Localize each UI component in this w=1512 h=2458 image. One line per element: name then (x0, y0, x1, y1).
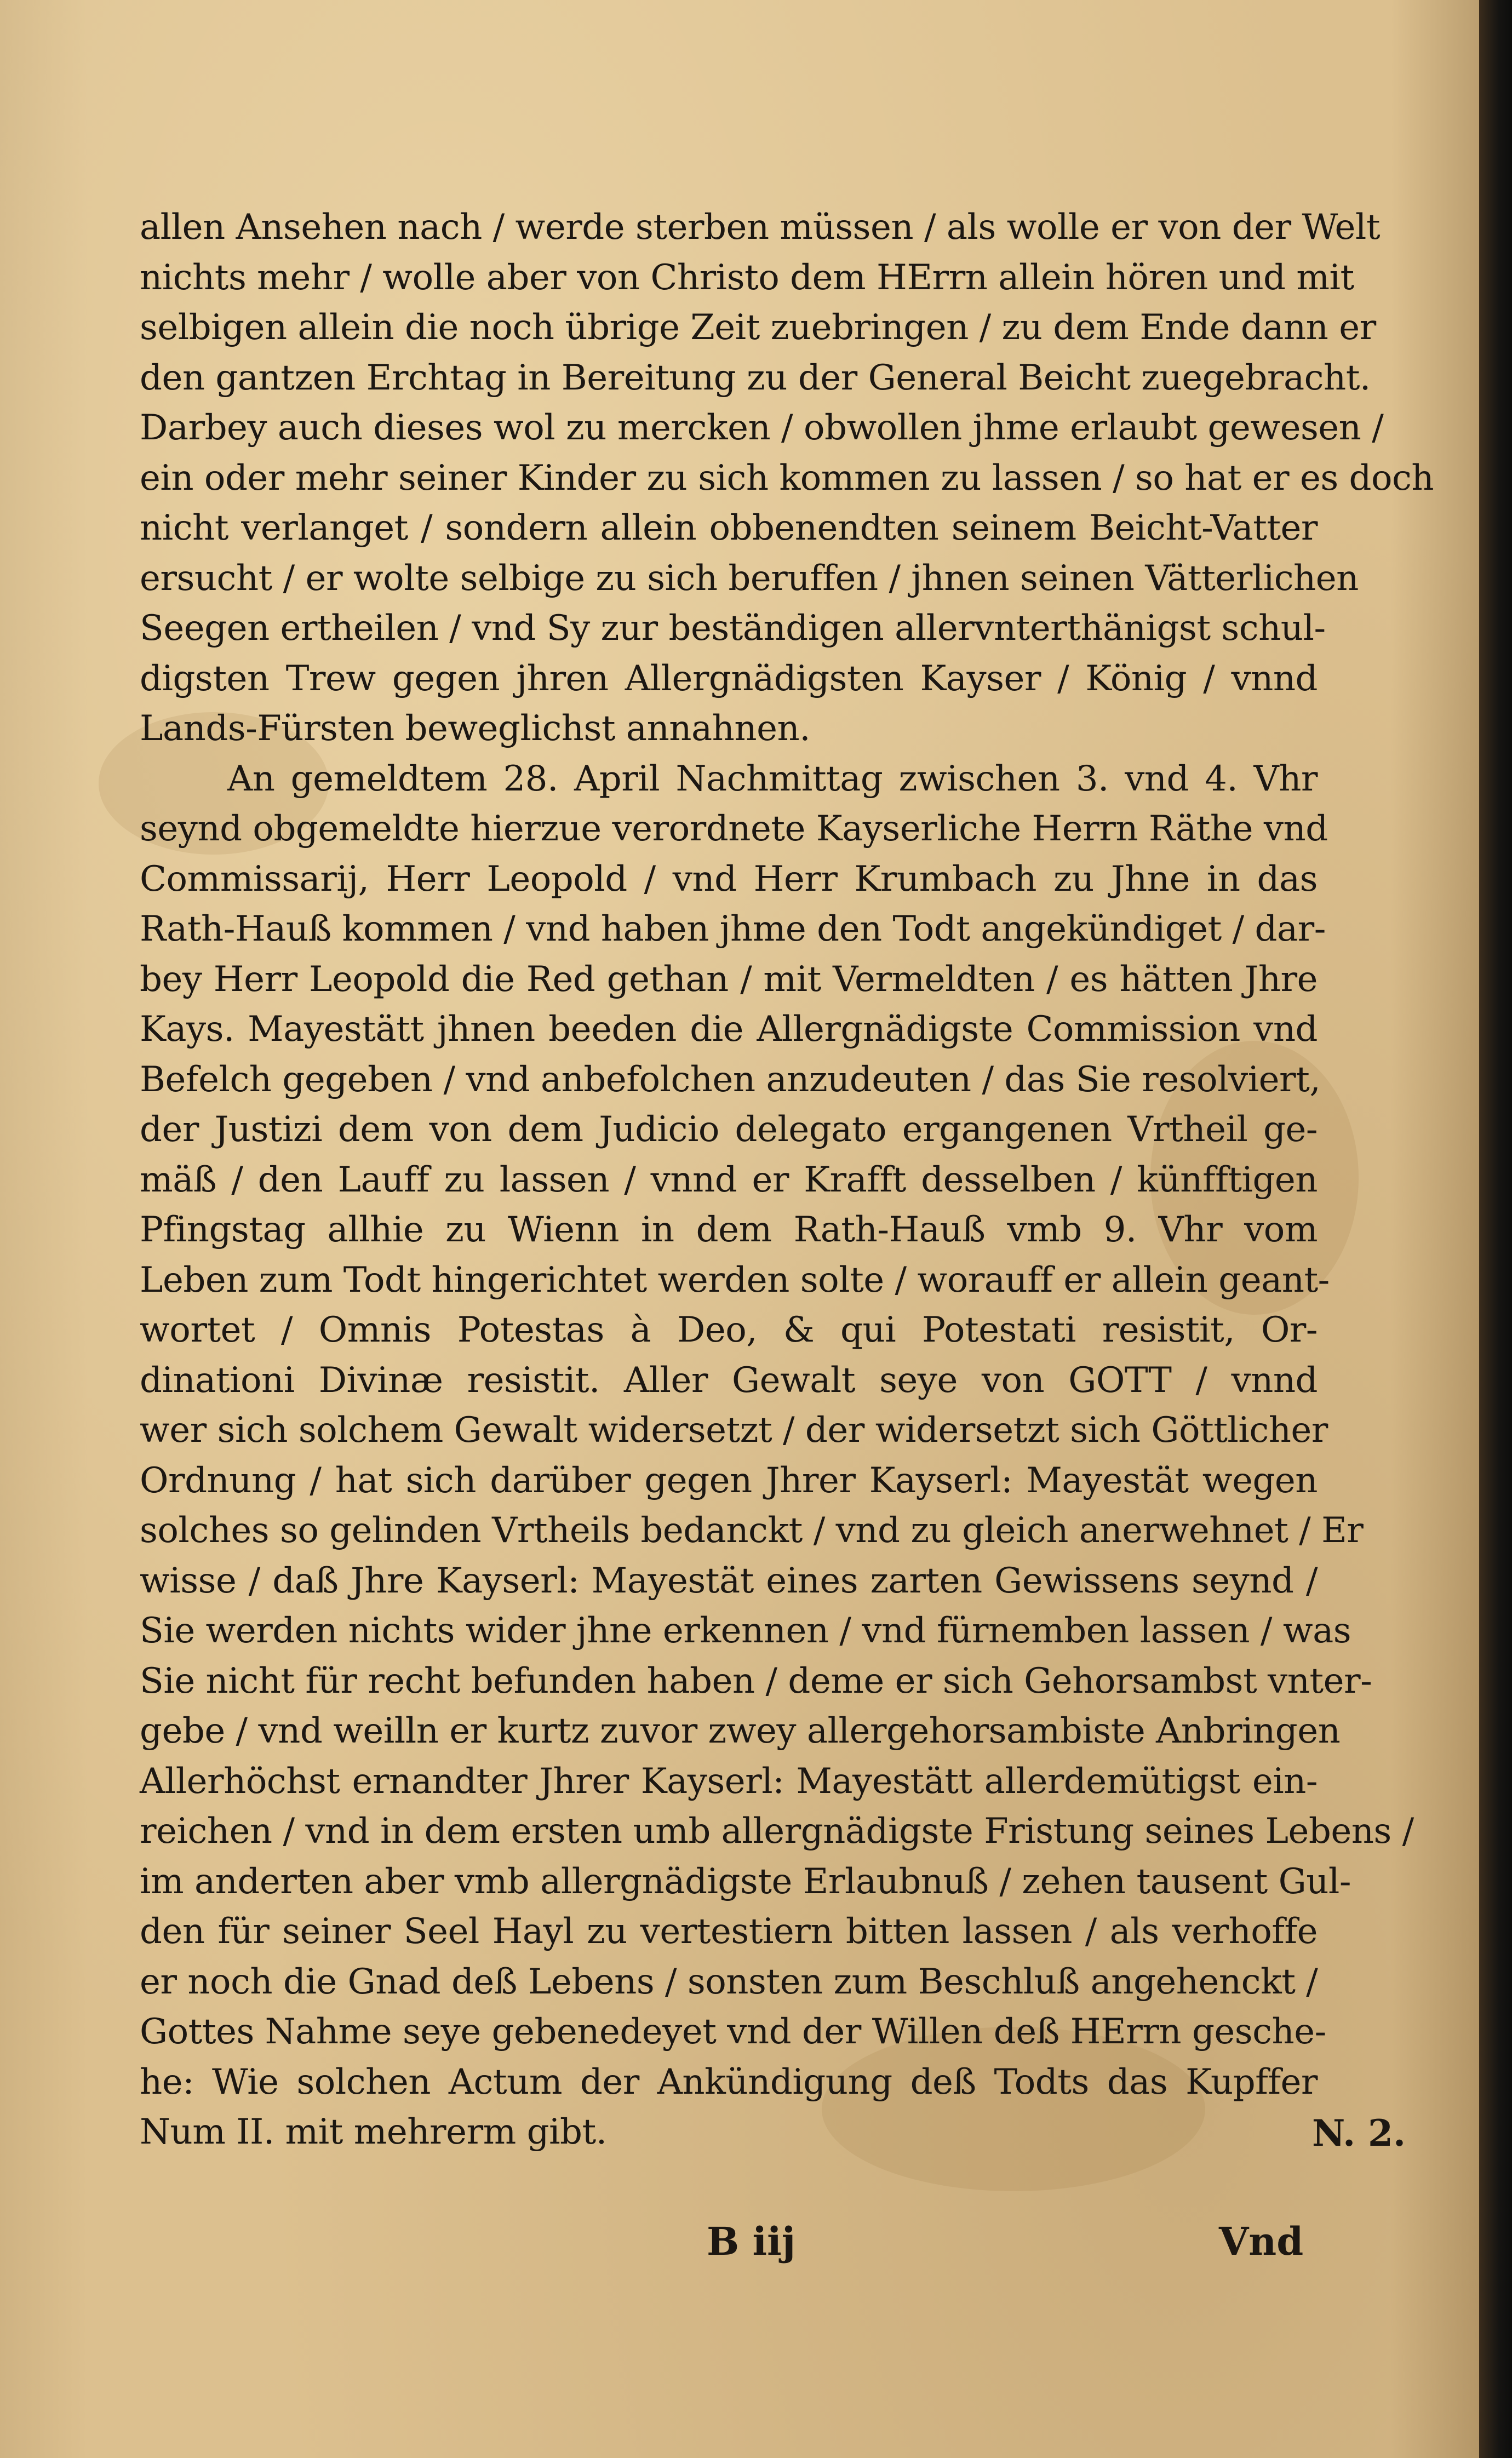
next-page-word: Vnd (1219, 2219, 1304, 2264)
catchword: N. 2. (1312, 2112, 1406, 2155)
text-line: Gottes Nahme seye gebenedeyet vnd der Willen deß HErrn gesche- (140, 2012, 1326, 2052)
text-line: ein oder mehr seiner Kinder zu sich kommen zu lassen / so hat er es doch (140, 457, 1434, 499)
text-line: solches so gelinden Vrtheils bedanckt / vnd zu gleich anerwehnet / Er (140, 1510, 1364, 1551)
text-line: Pfingstag allhie zu Wienn in dem Rath-Hauß vmb 9. Vhr vom (140, 1210, 1318, 1250)
text-line: wer sich solchem Gewalt widersetzt / der widersetzt sich Göttlicher (140, 1410, 1328, 1451)
signature-mark: B iij (707, 2219, 796, 2264)
text-line: er noch die Gnad deß Lebens / sonsten zum Beschluß angehenckt / (140, 1961, 1318, 2002)
text-line: Sie werden nichts wider jhne erkennen / vnd fürnemben lassen / was (140, 1611, 1351, 1651)
page-edge-shadow (1479, 0, 1512, 2458)
text-line: seynd obgemeldte hierzue verordnete Kayserliche Herrn Räthe vnd (140, 809, 1328, 849)
text-line: Lands-Fürsten beweglichst annahnen. (140, 708, 811, 749)
text-line: allen Ansehen nach / werde sterben müssen / als wolle er von der Welt (140, 207, 1381, 248)
text-line: im anderten aber vmb allergnädigste Erlaubnuß / zehen tausent Gul- (140, 1861, 1351, 1902)
text-line: den für seiner Seel Hayl zu vertestiern bitten lassen / als verhoffe (140, 1911, 1318, 1952)
text-line: Commissarij, Herr Leopold / vnd Herr Krumbach zu Jhne in das (140, 858, 1318, 899)
text-line: Leben zum Todt hingerichtet werden solte / worauff er allein geant- (140, 1259, 1330, 1300)
text-line: nichts mehr / wolle aber von Christo dem HErrn allein hören und mit (140, 257, 1354, 298)
text-line: An gemeldtem 28. April Nachmittag zwischen 3. vnd 4. Vhr (227, 758, 1318, 799)
text-line: den gantzen Erchtag in Bereitung zu der General Beicht zuegebracht. (140, 357, 1371, 398)
text-line: Sie nicht für recht befunden haben / deme er sich Gehorsambst vnter- (140, 1660, 1372, 1701)
text-line: bey Herr Leopold die Red gethan / mit Vermeldten / es hätten Jhre (140, 959, 1318, 1000)
text-line: nicht verlanget / sondern allein obbenendten seinem Beicht-Vatter (140, 508, 1318, 548)
text-line: he: Wie solchen Actum der Ankündigung deß Todts das Kupffer (140, 2061, 1318, 2102)
text-line: Kays. Mayestätt jhnen beeden die Allergnädigste Commission vnd (140, 1009, 1318, 1050)
text-line: wortet / Omnis Potestas à Deo, & qui Potestati resistit, Or- (140, 1310, 1318, 1350)
text-line: wisse / daß Jhre Kayserl: Mayestät eines zarten Gewissens seynd / (140, 1560, 1318, 1601)
text-line: Rath-Hauß kommen / vnd haben jhme den Todt angekündiget / dar- (140, 909, 1326, 949)
text-line: Darbey auch dieses wol zu mercken / obwollen jhme erlaubt gewesen / (140, 408, 1384, 448)
text-line: Allerhöchst ernandter Jhrer Kayserl: Mayestätt allerdemütigst ein- (140, 1761, 1318, 1802)
text-line: selbigen allein die noch übrige Zeit zuebringen / zu dem Ende dann er (140, 307, 1376, 348)
text-line: Seegen ertheilen / vnd Sy zur beständigen allervnterthänigst schul- (140, 608, 1326, 649)
text-line: digsten Trew gegen jhren Allergnädigsten Kayser / König / vnnd (140, 658, 1318, 699)
text-line: mäß / den Lauff zu lassen / vnnd er Krafft desselben / künfftigen (140, 1159, 1318, 1200)
text-line: Befelch gegeben / vnd anbefolchen anzudeuten / das Sie resolviert, (140, 1059, 1321, 1100)
text-line: reichen / vnd in dem ersten umb allergnädigste Fristung seines Lebens / (140, 1811, 1414, 1852)
text-line: Ordnung / hat sich darüber gegen Jhrer Kayserl: Mayestät wegen (140, 1460, 1318, 1501)
text-line: dinationi Divinæ resistit. Aller Gewalt seye von GOTT / vnnd (140, 1360, 1318, 1401)
text-line: der Justizi dem von dem Judicio delegato ergangenen Vrtheil ge- (140, 1109, 1318, 1150)
text-line: gebe / vnd weilln er kurtz zuvor zwey allergehorsambiste Anbringen (140, 1711, 1341, 1751)
text-line: Num II. mit mehrerm gibt. (140, 2112, 607, 2152)
text-line: ersucht / er wolte selbige zu sich beruffen / jhnen seinen Vätterlichen (140, 558, 1359, 599)
